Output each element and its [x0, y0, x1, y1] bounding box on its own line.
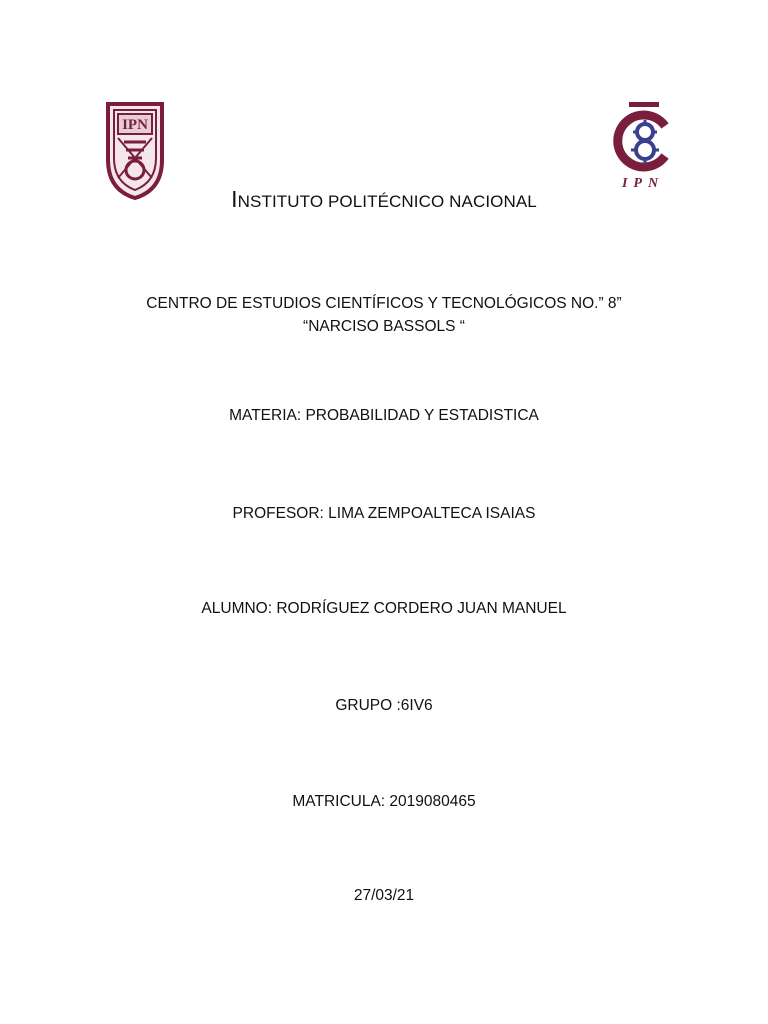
date-line: 27/03/21 — [353, 887, 415, 904]
school-name-line: CENTRO DE ESTUDIOS CIENTÍFICOS Y TECNOLÓGICOS NO.” 8” — [146, 295, 622, 312]
student-line: ALUMNO: RODRÍGUEZ CORDERO JUAN MANUEL — [201, 600, 567, 617]
enrollment-line: MATRICULA: 2019080465 — [292, 793, 476, 810]
cecyt-logo-icon — [605, 98, 681, 192]
page-title — [0, 186, 768, 213]
title-first-letter: I — [231, 186, 238, 212]
group-line: GRUPO :6IV6 — [335, 697, 433, 714]
cecyt-logo-text: IPN — [621, 176, 665, 191]
ipn-logo-text: IPN — [122, 117, 148, 133]
school-nickname-line: “NARCISO BASSOLS “ — [303, 318, 465, 335]
title-rest: NSTITUTO POLITÉCNICO NACIONAL — [237, 192, 537, 211]
teacher-line: PROFESOR: LIMA ZEMPOALTECA ISAIAS — [232, 505, 536, 522]
subject-line: MATERIA: PROBABILIDAD Y ESTADISTICA — [229, 407, 539, 424]
